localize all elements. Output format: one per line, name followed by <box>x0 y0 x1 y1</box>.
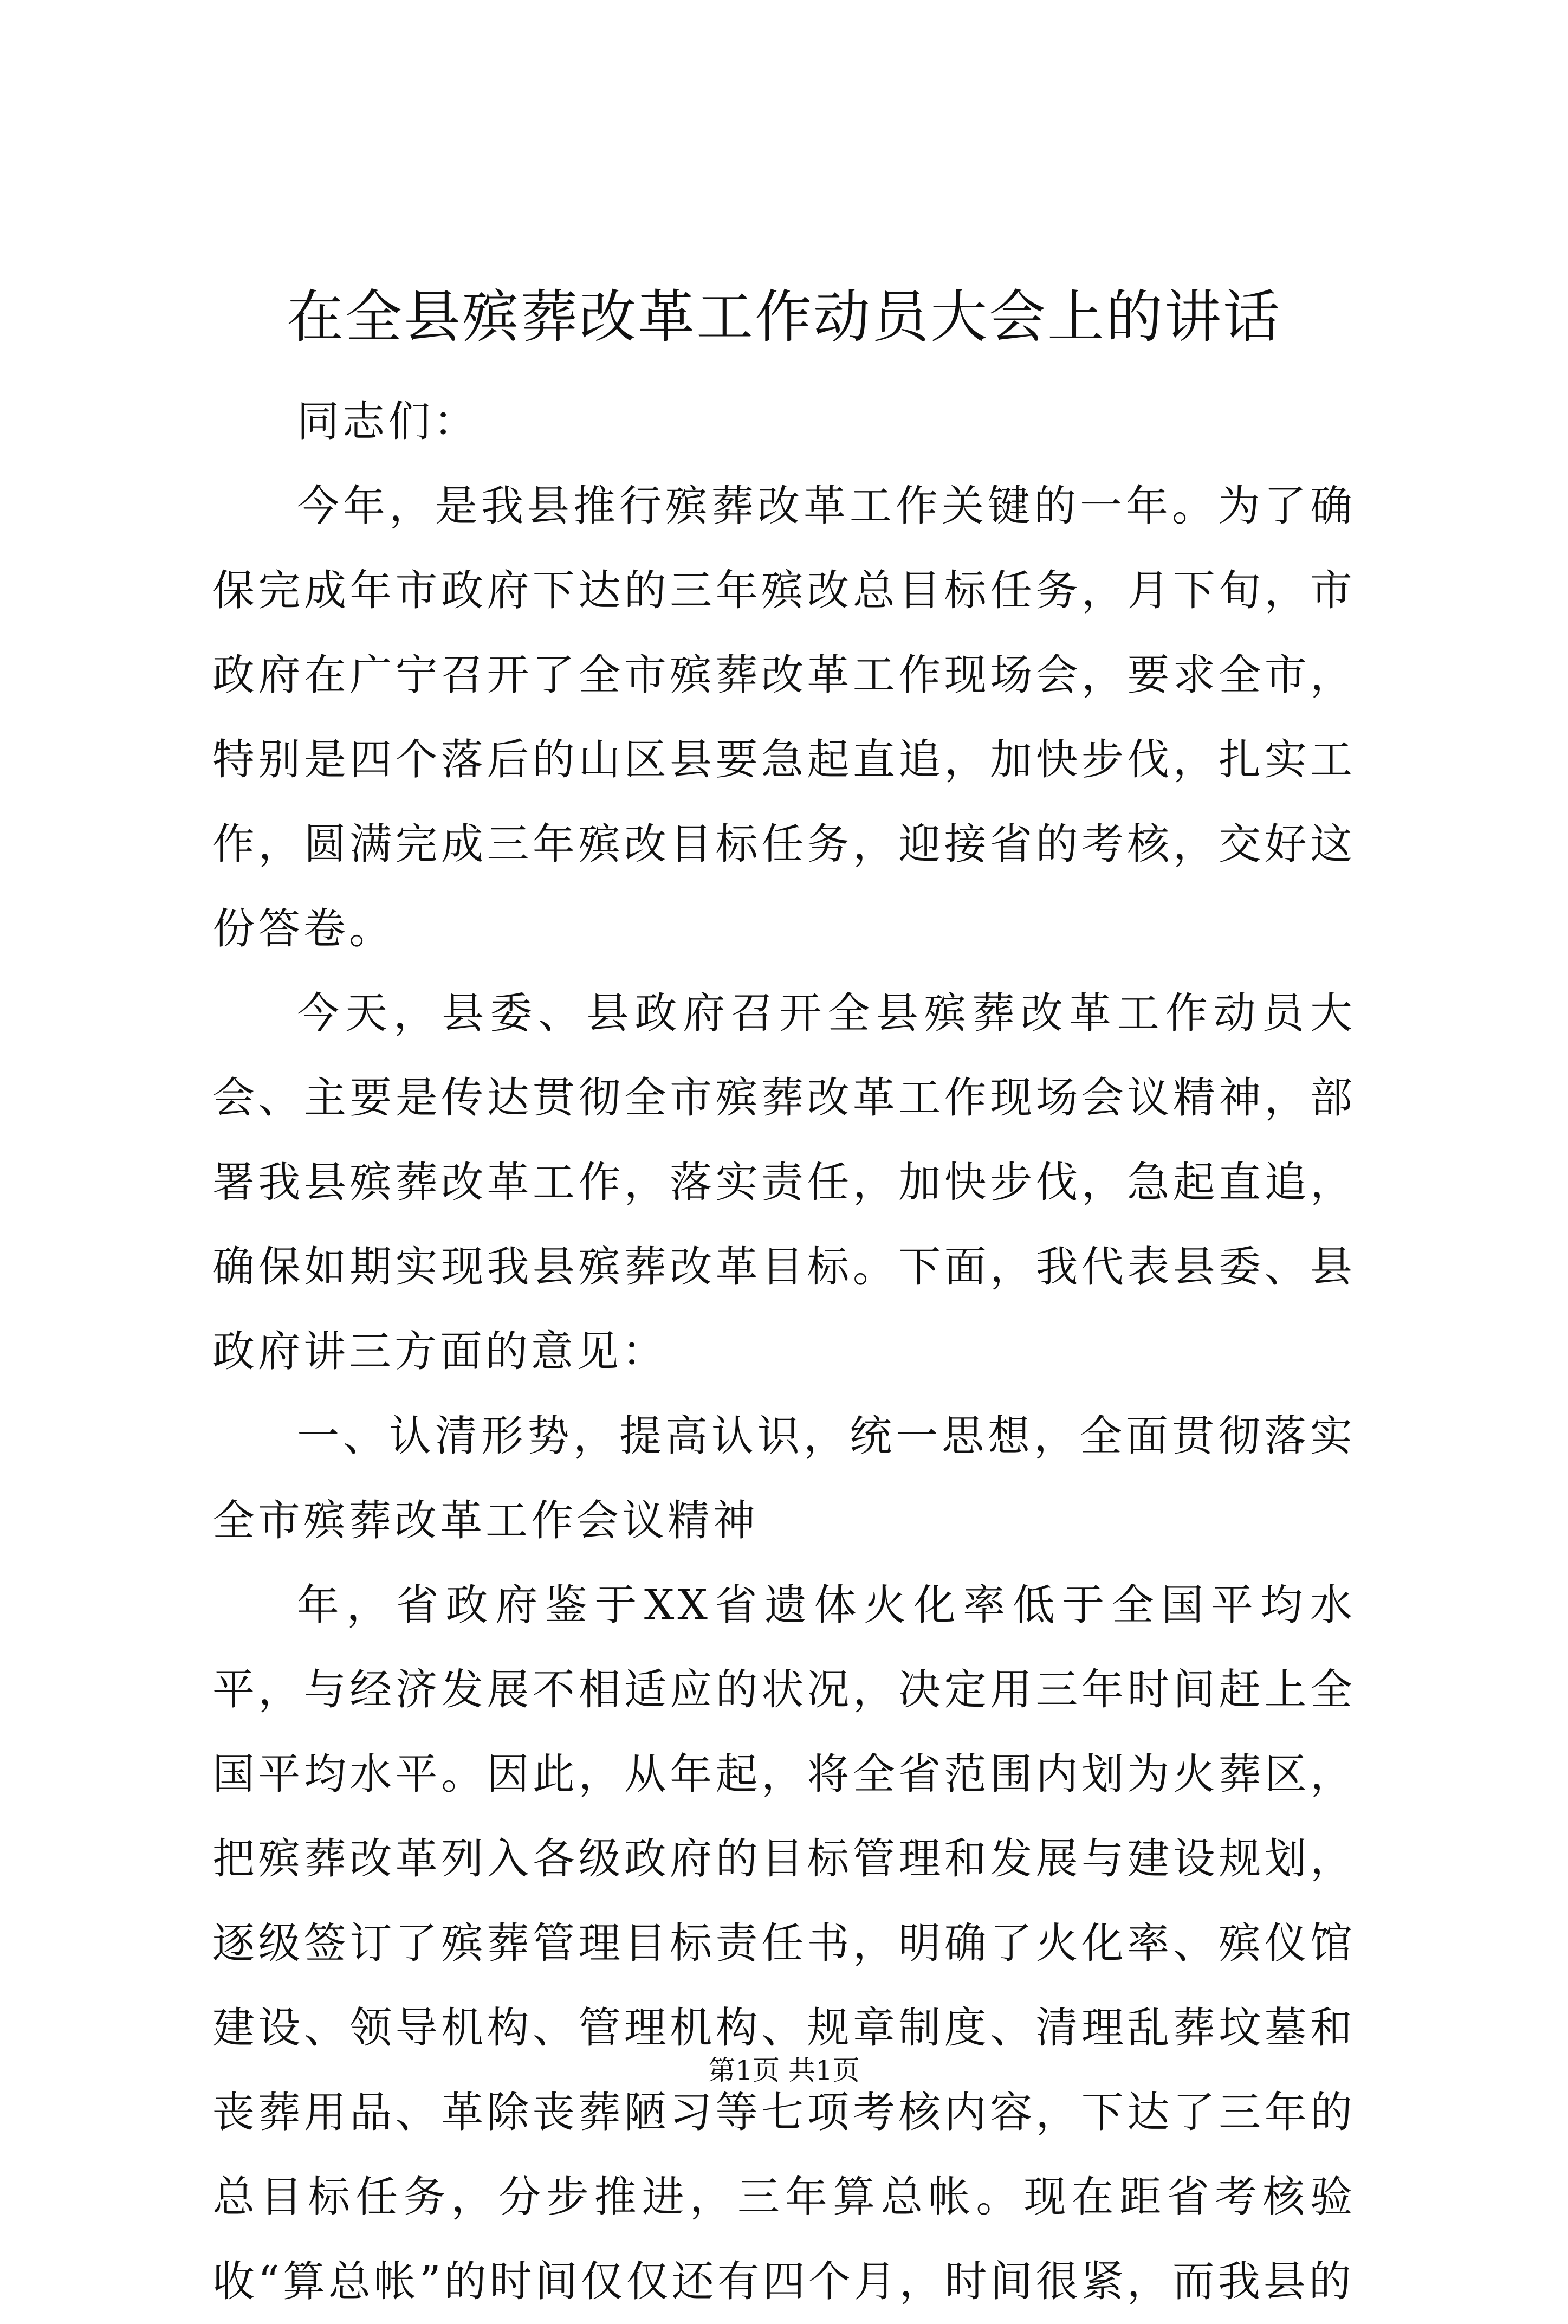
body-paragraph: 年，省政府鉴于XX省遗体火化率低于全国平均水平，与经济发展不相适应的状况，决定用三年时间赶上全国平均水平。因此，从年起，将全省范围内划为火葬区，把殡葬改革列入各级政府的目标管理和发展与建设规划，逐级签订了殡葬管理目标责任书，明确了火化率、殡仪馆建设、领导机构、管理机构、规章制度、清理乱葬坟墓和丧葬用品、革除丧葬陋习等七项考核内容，下达了三年的总目标任务，分步推进，三年算总帐。现在距省考核验收“算总帐”的时间仅仅还有四个月，时间很紧，而我县的 <box>212 1581 1356 2306</box>
page-footer: 第1页 共1页 <box>708 2055 860 2086</box>
body-paragraph: 今天，县委、县政府召开全县殡葬改革工作动员大会、主要是传达贯彻全市殡葬改革工作现场会议精神，部署我县殡葬改革工作，落实责任，加快步伐，急起直追，确保如期实现我县殡葬改革目标。下面，我代表县委、县政府讲三方面的意见： <box>212 989 1356 1376</box>
salutation-paragraph: 同志们： <box>297 397 480 446</box>
document-title: 在全县殡葬改革工作动员大会上的讲话 <box>286 284 1281 350</box>
document-body <box>212 379 1356 2324</box>
section-heading: 一、认清形势，提高认识，统一思想，全面贯彻落实全市殡葬改革工作会议精神 <box>212 1412 1356 1545</box>
body-paragraph: 今年，是我县推行殡葬改革工作关键的一年。为了确保完成年市政府下达的三年殡改总目标任务，月下旬，市政府在广宁召开了全市殡葬改革工作现场会，要求全市，特别是四个落后的山区县要急起直追，加快步伐，扎实工作，圆满完成三年殡改目标任务，迎接省的考核，交好这份答卷。 <box>212 482 1356 953</box>
